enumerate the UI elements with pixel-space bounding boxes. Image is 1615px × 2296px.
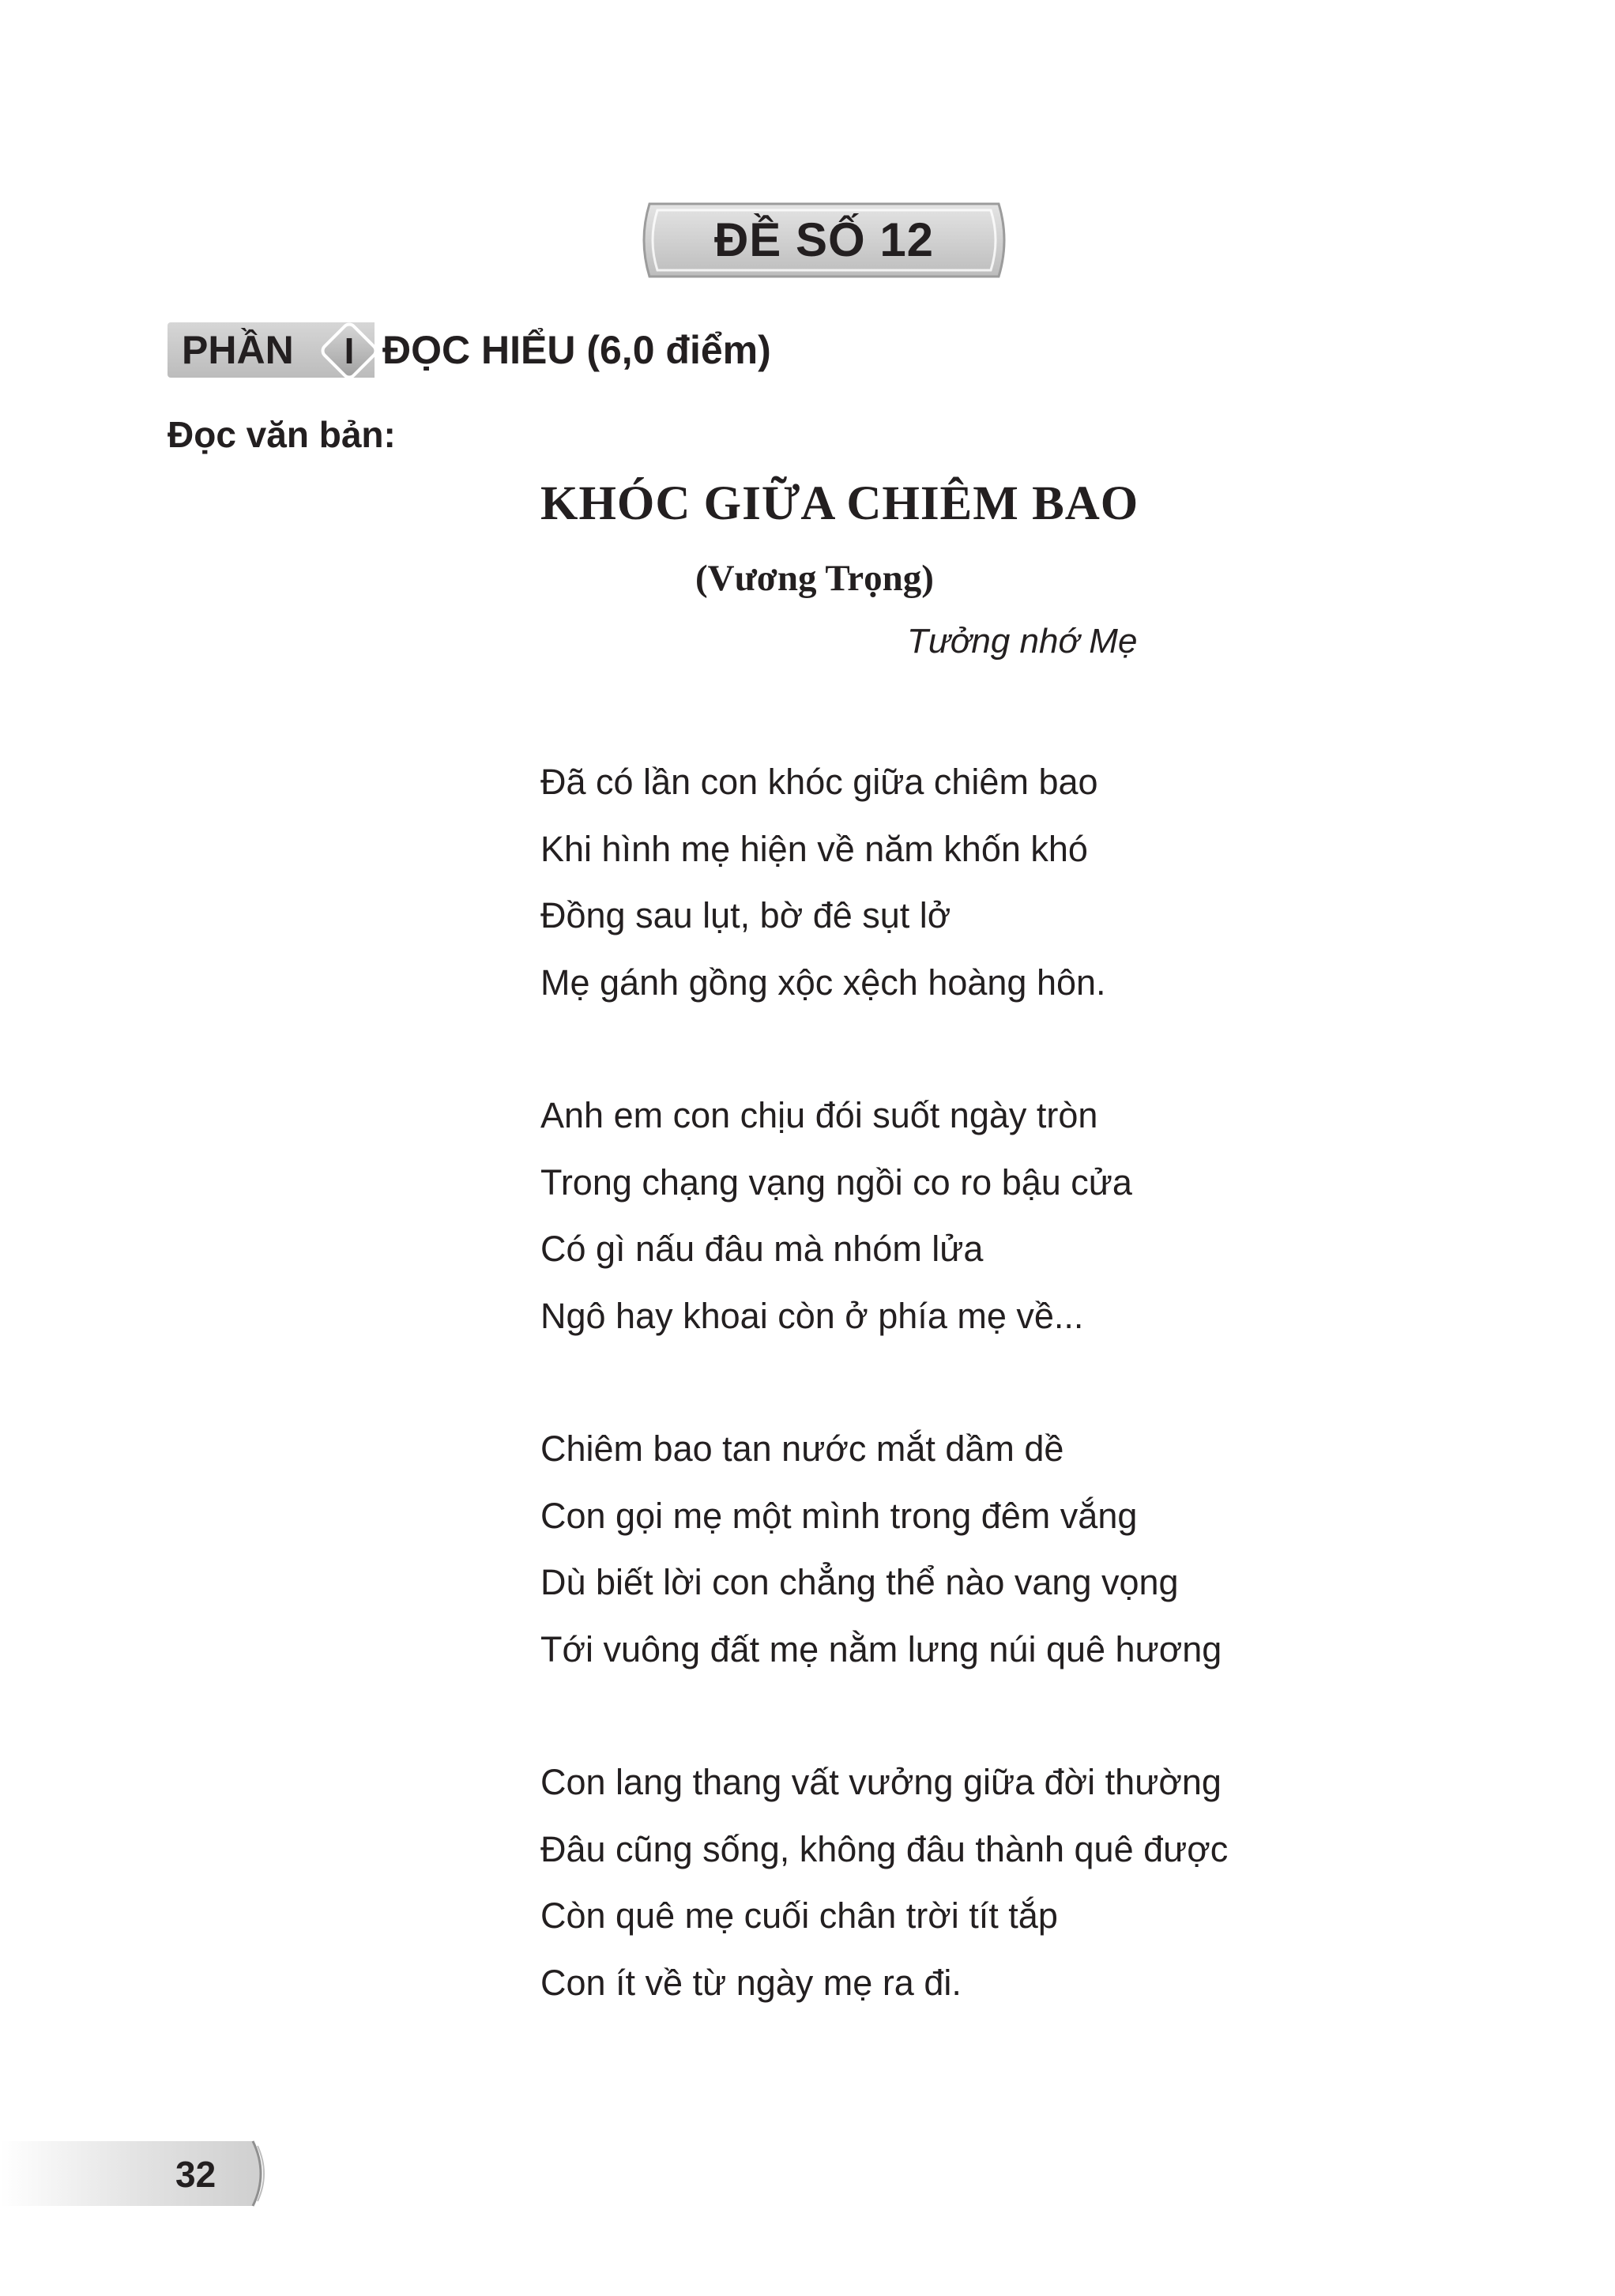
stanza-1	[540, 749, 1331, 1016]
verse-line: Con ít về từ ngày mẹ ra đi.	[540, 1962, 962, 2003]
poem-title: KHÓC GIỮA CHIÊM BAO	[540, 477, 1139, 530]
part-header	[168, 316, 879, 386]
verse-line: Con gọi mẹ một mình trong đêm vắng	[540, 1495, 1138, 1536]
verse-line: Có gì nấu đâu mà nhóm lửa	[540, 1229, 984, 1269]
verse-line: Chiêm bao tan nước mắt dầm dề	[540, 1428, 1064, 1469]
stanza-2	[540, 1082, 1331, 1349]
stanza-4	[540, 1749, 1331, 2016]
verse-line: Đã có lần con khóc giữa chiêm bao	[540, 762, 1098, 802]
verse-line: Anh em con chịu đói suốt ngày tròn	[540, 1095, 1098, 1135]
verse-line: Còn quê mẹ cuối chân trời tít tắp	[540, 1895, 1058, 1936]
verse-line: Trong chạng vạng ngồi co ro bậu cửa	[540, 1161, 1132, 1203]
page-number-tab	[0, 2138, 269, 2209]
page-number: 32	[175, 2154, 216, 2195]
verse-line: Đồng sau lụt, bờ đê sụt lở	[540, 895, 951, 935]
poem-body	[540, 749, 1331, 2083]
poem-dedication: Tưởng nhớ Mẹ	[907, 622, 1138, 661]
verse-line: Ngô hay khoai còn ở phía mẹ về...	[540, 1295, 1084, 1336]
verse-line: Tới vuông đất mẹ nằm lưng núi quê hương	[540, 1628, 1222, 1669]
exam-title: ĐỀ SỐ 12	[713, 213, 935, 266]
verse-line: Con lang thang vất vưởng giữa đời thường	[540, 1762, 1222, 1802]
poem-author: (Vương Trọng)	[695, 558, 934, 599]
verse-line: Mẹ gánh gồng xộc xệch hoàng hôn.	[540, 962, 1106, 1003]
part-numeral: I	[344, 330, 355, 371]
exam-title-banner	[638, 196, 1010, 284]
verse-line: Dù biết lời con chẳng thể nào vang vọng	[540, 1562, 1179, 1602]
verse-line: Đâu cũng sống, không đâu thành quê được	[540, 1828, 1229, 1869]
verse-line: Khi hình mẹ hiện về năm khốn khó	[540, 828, 1088, 869]
part-label: PHẦN	[182, 328, 294, 372]
part-title: ĐỌC HIỂU (6,0 điểm)	[382, 328, 771, 372]
reading-instruction: Đọc văn bản:	[168, 414, 396, 455]
page-tab-shape	[0, 2138, 269, 2209]
stanza-3	[540, 1416, 1331, 1683]
